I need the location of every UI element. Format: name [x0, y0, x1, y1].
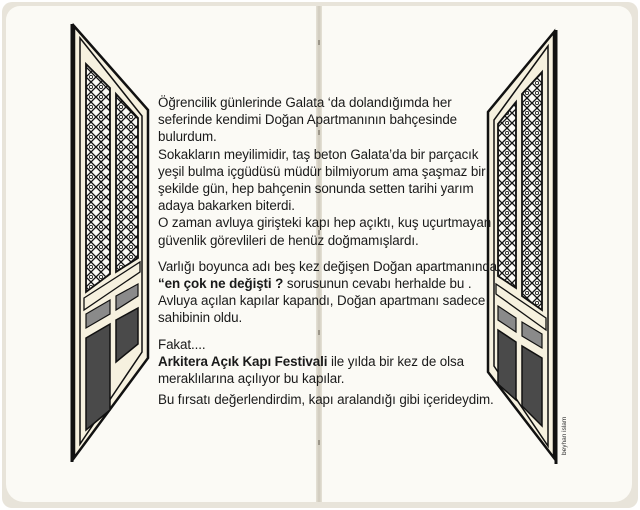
paragraph-4-question: “en çok ne değişti ? — [158, 276, 284, 292]
paragraph-2: Sokakların meyilimidir, taş beton Galata’da bir parçacık yeşil bulma içgüdüsü müdür bilmiyorum ama şaşmaz bir şekilde gün, hep bahçenin sonunda setten tarihi yarım adaya bakarken biterdi. — [158, 146, 486, 214]
stitch — [318, 40, 320, 45]
stitch — [318, 440, 320, 445]
story-text — [158, 94, 508, 408]
paragraph-7: Bu fırsatı değerlendirdim, kapı aralandığı gibi içerideydim. — [158, 392, 494, 408]
left-door-illustration — [66, 22, 156, 462]
festival-name: Arkitera Açık Kapı Festivali — [158, 353, 328, 369]
paragraph-4 — [158, 258, 508, 327]
paragraph-3: O zaman avluya girişteki kapı hep açıktı, kuş uçurtmayan güvenlik görevlileri de henüz doğmamışlardı. — [158, 215, 492, 248]
artist-signature: beyhan islam — [561, 416, 568, 455]
paragraph-5: Fakat.... — [158, 336, 206, 352]
paragraph-1: Öğrencilik günlerinde Galata ‘da dolandığımda her seferinde kendimi Doğan Apartmanının bahçesinde bulurdum. — [158, 95, 458, 145]
paragraph-4-start: Varlığı boyunca adı beş kez değişen Doğan apartmanında — [158, 258, 498, 274]
paragraph-6-rest: ile yılda bir kez de olsa meraklılarına açılıyor bu kapılar. — [158, 353, 464, 387]
paragraph-6 — [158, 353, 508, 387]
paragraph-4-end: sorusunun cevabı herhalde bu . Avluya açılan kapılar kapandı, Doğan apartmanı sadece sahibinin oldu. — [158, 276, 486, 326]
